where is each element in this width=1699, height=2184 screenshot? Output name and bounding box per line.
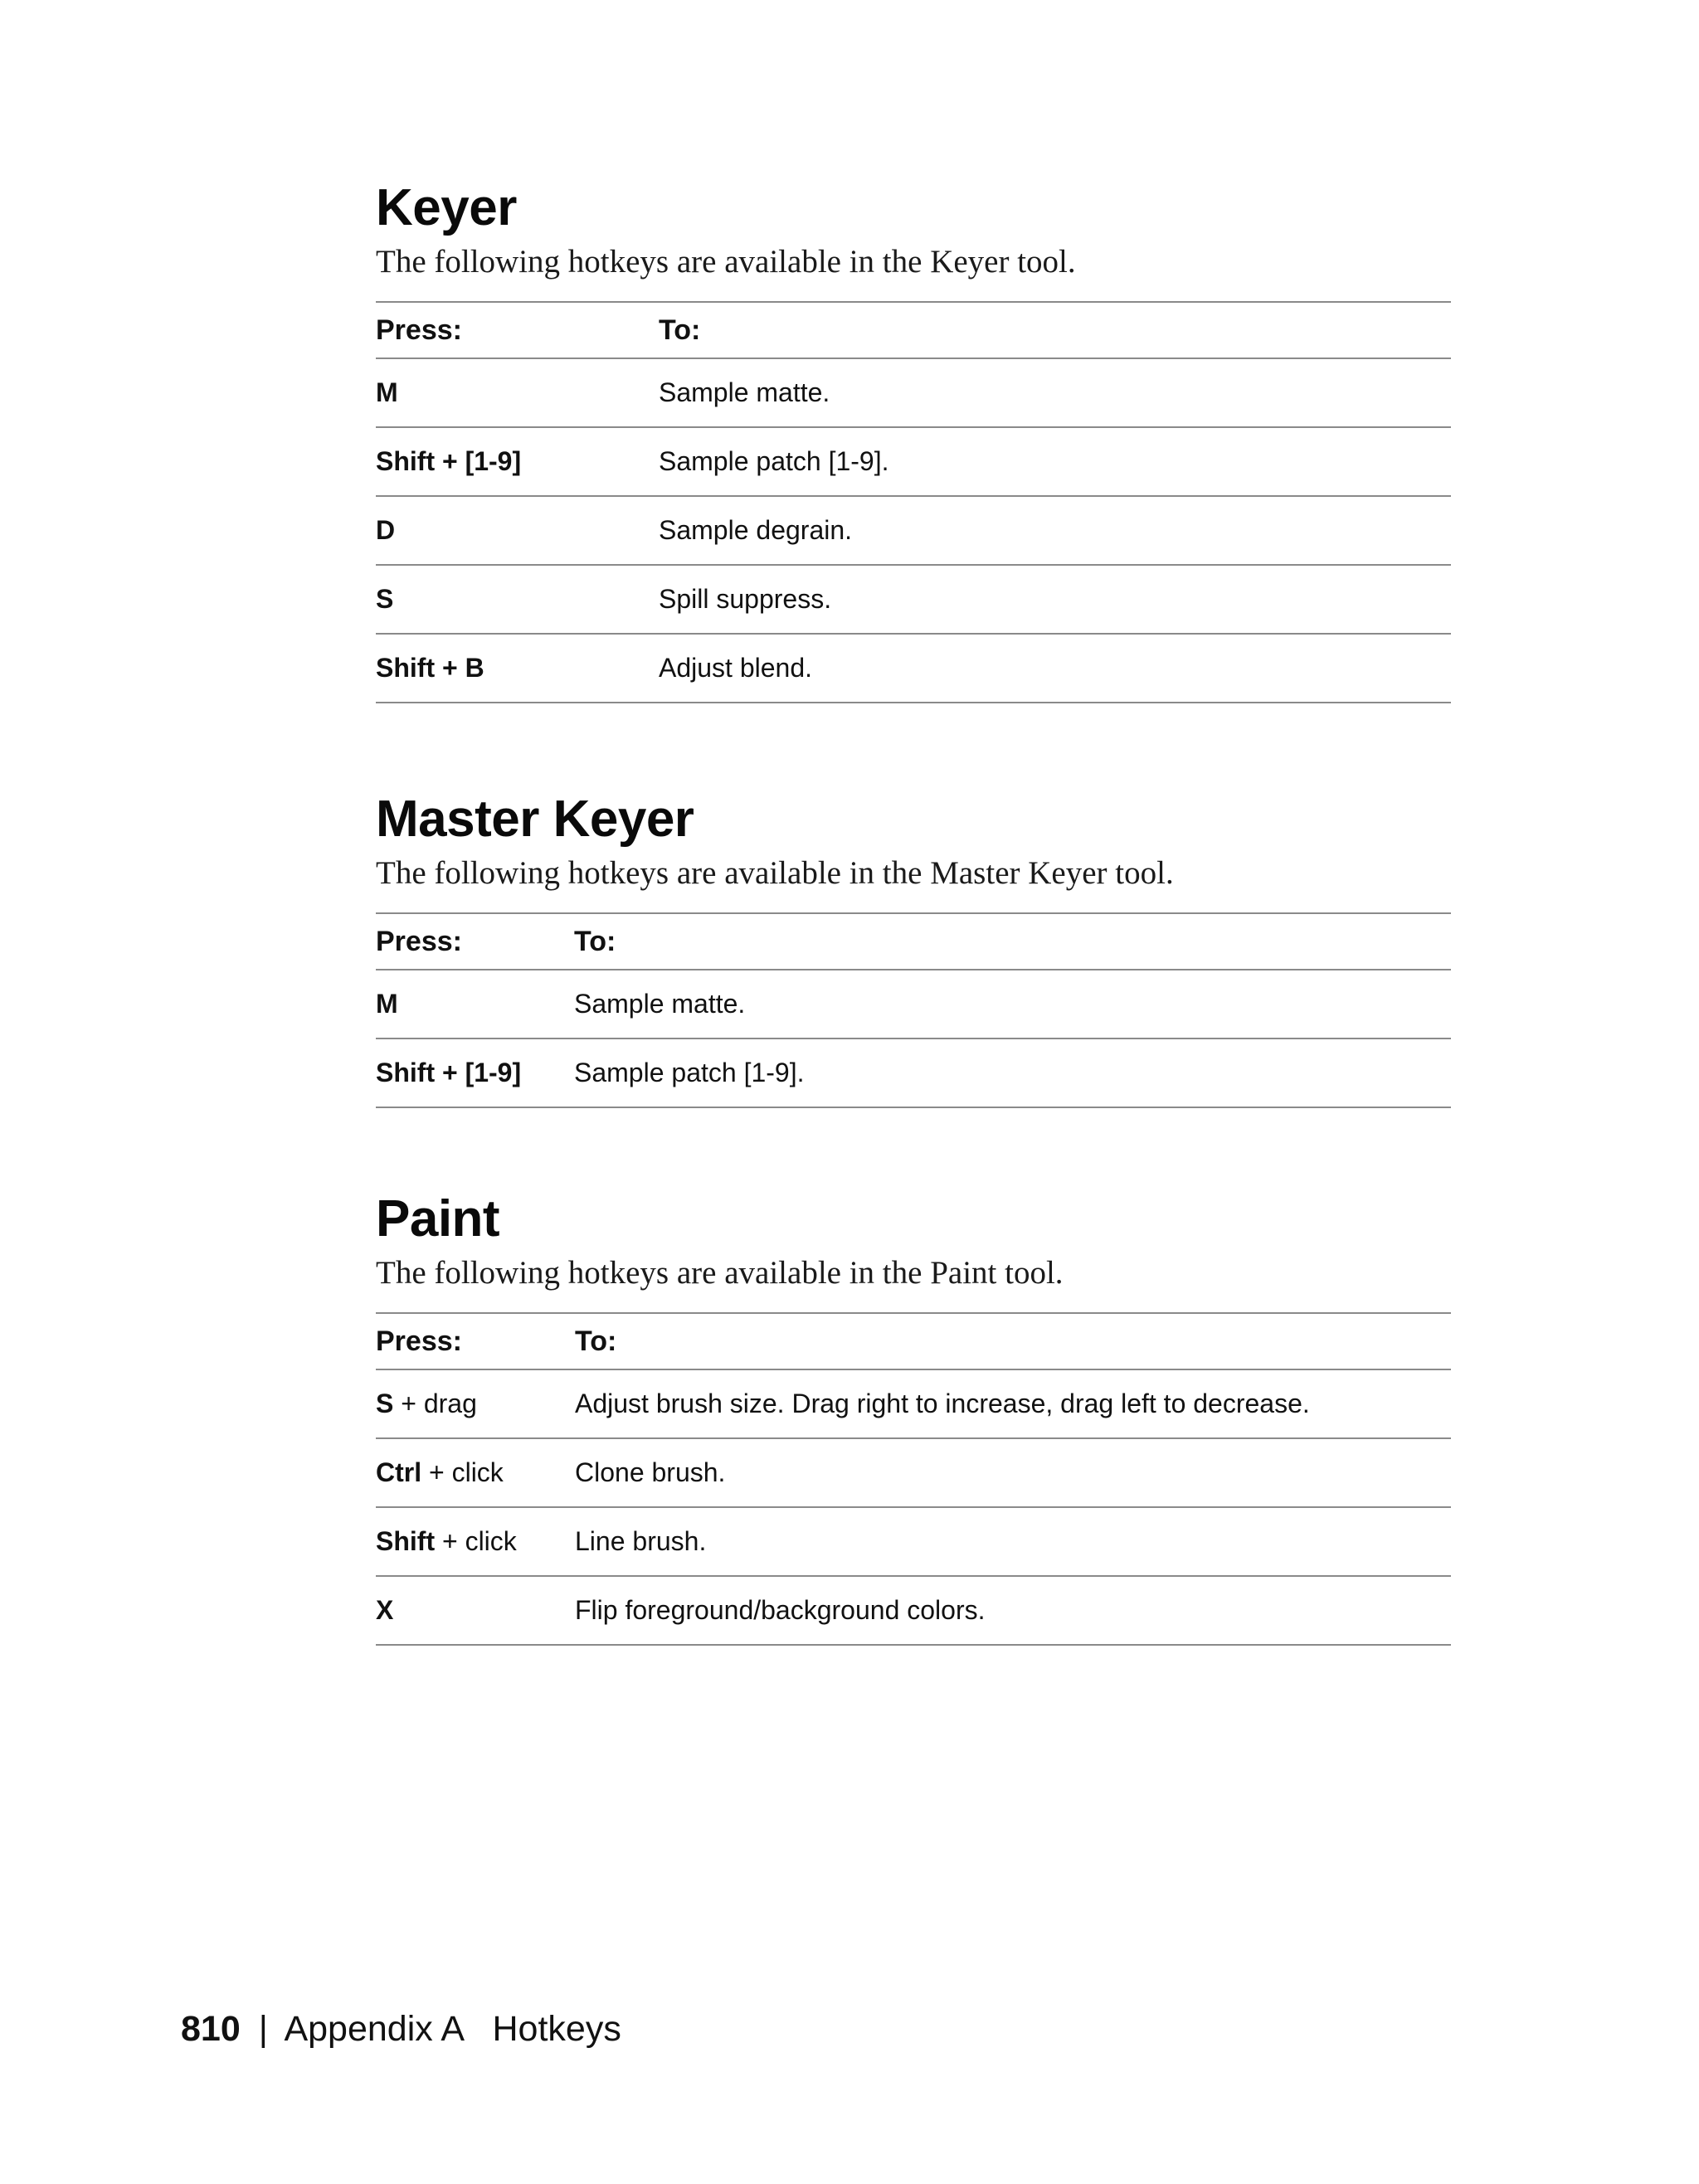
table-row <box>376 358 1451 427</box>
footer-separator: | <box>258 2009 268 2049</box>
table-row <box>376 1507 1451 1576</box>
column-header-to: To: <box>575 1325 617 1357</box>
chapter-label: Hotkeys <box>492 2009 621 2049</box>
page-number: 810 <box>181 2009 241 2049</box>
page-footer <box>181 2007 621 2050</box>
section-paint <box>376 1189 1451 1646</box>
hotkey-key: Shift <box>376 1058 436 1087</box>
section-intro: The following hotkeys are available in the Paint tool. <box>376 1255 1064 1291</box>
action-cell: Spill suppress. <box>659 584 832 614</box>
hotkey-cell <box>376 1507 575 1576</box>
hotkey-table <box>376 301 1451 703</box>
action-cell: Clone brush. <box>575 1457 726 1487</box>
hotkey-key: X <box>376 1595 394 1625</box>
column-header-press: Press: <box>376 925 462 957</box>
hotkey-key: Ctrl <box>376 1457 422 1487</box>
table-header-row <box>376 913 1451 970</box>
hotkey-modifier: + click <box>435 1526 517 1556</box>
action-cell: Sample patch [1-9]. <box>659 446 889 476</box>
action-cell: Sample matte. <box>659 377 830 407</box>
table-row <box>376 1038 1451 1107</box>
hotkey-key: Shift <box>376 446 436 476</box>
section-title: Paint <box>376 1190 500 1248</box>
table-row <box>376 427 1451 496</box>
hotkey-cell <box>376 565 659 634</box>
hotkey-cell <box>376 970 574 1038</box>
hotkey-key: Shift <box>376 1526 436 1556</box>
action-cell: Sample matte. <box>574 989 746 1019</box>
column-header-to: To: <box>574 925 616 957</box>
hotkey-modifier: + [1-9] <box>435 1058 522 1087</box>
hotkey-cell <box>376 496 659 565</box>
hotkey-modifier: + B <box>435 653 484 683</box>
table-header-row <box>376 1313 1451 1369</box>
section-master-keyer <box>376 790 1451 1108</box>
hotkey-cell <box>376 1369 575 1438</box>
section-intro: The following hotkeys are available in the Master Keyer tool. <box>376 855 1174 891</box>
table-row <box>376 565 1451 634</box>
hotkey-modifier: + click <box>421 1457 504 1487</box>
column-header-to: To: <box>659 314 701 346</box>
hotkey-cell <box>376 1038 574 1107</box>
table-header-row <box>376 302 1451 358</box>
section-keyer <box>376 178 1451 703</box>
hotkey-cell <box>376 1438 575 1507</box>
section-title: Master Keyer <box>376 790 694 848</box>
appendix-label: Appendix A <box>284 2009 463 2049</box>
action-cell: Adjust blend. <box>659 653 813 683</box>
hotkey-key: M <box>376 989 398 1019</box>
hotkey-key: M <box>376 377 398 407</box>
column-header-press: Press: <box>376 1325 462 1357</box>
hotkey-table <box>376 912 1451 1108</box>
action-cell: Sample degrain. <box>659 515 853 545</box>
hotkey-key: S <box>376 1389 394 1418</box>
table-row <box>376 1576 1451 1645</box>
table-row <box>376 1369 1451 1438</box>
table-row <box>376 496 1451 565</box>
hotkey-cell <box>376 634 659 703</box>
hotkey-table <box>376 1312 1451 1646</box>
hotkey-key: D <box>376 515 396 545</box>
action-cell: Sample patch [1-9]. <box>574 1058 805 1087</box>
section-title: Keyer <box>376 179 517 236</box>
hotkey-key: S <box>376 584 394 614</box>
column-header-press: Press: <box>376 314 462 346</box>
table-row <box>376 970 1451 1038</box>
action-cell: Line brush. <box>575 1526 707 1556</box>
hotkey-modifier: + drag <box>393 1389 477 1418</box>
hotkey-cell <box>376 358 659 427</box>
hotkey-cell <box>376 1576 575 1645</box>
hotkey-modifier: + [1-9] <box>435 446 522 476</box>
table-row <box>376 634 1451 703</box>
action-cell: Flip foreground/background colors. <box>575 1595 986 1625</box>
section-intro: The following hotkeys are available in the Keyer tool. <box>376 244 1076 280</box>
action-cell: Adjust brush size. Drag right to increase, drag left to decrease. <box>575 1389 1310 1418</box>
hotkey-key: Shift <box>376 653 436 683</box>
hotkey-cell <box>376 427 659 496</box>
table-row <box>376 1438 1451 1507</box>
